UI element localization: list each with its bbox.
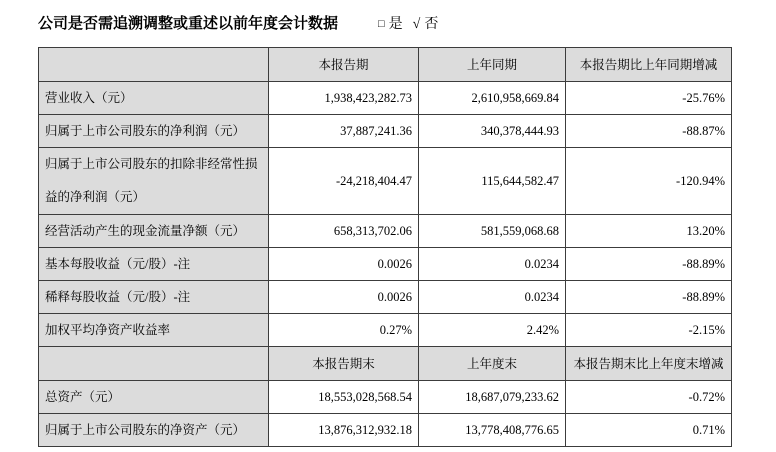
restatement-options bbox=[378, 13, 442, 33]
current-value: 18,553,028,568.54 bbox=[269, 381, 419, 414]
prior-value: 0.0234 bbox=[419, 281, 566, 314]
row-label: 经营活动产生的现金流量净额（元） bbox=[39, 215, 269, 248]
no-label: 否 bbox=[424, 17, 439, 32]
header-change: 本报告期比上年同期增减 bbox=[566, 48, 732, 82]
header-blank-cell bbox=[39, 48, 269, 82]
header-prior-year-end: 上年度末 bbox=[419, 347, 566, 381]
current-value: 0.27% bbox=[269, 314, 419, 347]
checkmark-icon: √ bbox=[412, 17, 421, 32]
header-change: 本报告期末比上年度末增减 bbox=[566, 347, 732, 381]
prior-value: 0.0234 bbox=[419, 248, 566, 281]
current-value: 658,313,702.06 bbox=[269, 215, 419, 248]
row-label: 归属于上市公司股东的净资产（元） bbox=[39, 414, 269, 447]
row-label: 归属于上市公司股东的净利润（元） bbox=[39, 115, 269, 148]
yes-checkbox-icon: □ bbox=[378, 18, 385, 30]
current-value: 13,876,312,932.18 bbox=[269, 414, 419, 447]
table-row bbox=[39, 148, 732, 215]
table-row bbox=[39, 414, 732, 447]
header-period-end: 本报告期末 bbox=[269, 347, 419, 381]
header-blank-cell bbox=[39, 347, 269, 381]
change-value: -88.89% bbox=[566, 281, 732, 314]
row-label: 营业收入（元） bbox=[39, 82, 269, 115]
current-value: 0.0026 bbox=[269, 248, 419, 281]
prior-value: 2.42% bbox=[419, 314, 566, 347]
prior-value: 18,687,079,233.62 bbox=[419, 381, 566, 414]
prior-value: 115,644,582.47 bbox=[419, 148, 566, 215]
balance-header-row bbox=[39, 347, 732, 381]
table-row bbox=[39, 82, 732, 115]
change-value: -120.94% bbox=[566, 148, 732, 215]
change-value: -88.87% bbox=[566, 115, 732, 148]
period-header-row bbox=[39, 48, 732, 82]
table-row bbox=[39, 314, 732, 347]
current-value: 0.0026 bbox=[269, 281, 419, 314]
current-value: -24,218,404.47 bbox=[269, 148, 419, 215]
prior-value: 2,610,958,669.84 bbox=[419, 82, 566, 115]
change-value: -2.15% bbox=[566, 314, 732, 347]
change-value: 13.20% bbox=[566, 215, 732, 248]
table-row bbox=[39, 381, 732, 414]
current-value: 37,887,241.36 bbox=[269, 115, 419, 148]
row-label: 稀释每股收益（元/股）-注 bbox=[39, 281, 269, 314]
row-label: 归属于上市公司股东的扣除非经常性损益的净利润（元） bbox=[39, 148, 269, 215]
table-row bbox=[39, 248, 732, 281]
table-row bbox=[39, 215, 732, 248]
header-prior-period: 上年同期 bbox=[419, 48, 566, 82]
current-value: 1,938,423,282.73 bbox=[269, 82, 419, 115]
change-value: -88.89% bbox=[566, 248, 732, 281]
row-label: 总资产（元） bbox=[39, 381, 269, 414]
yes-label: 是 bbox=[388, 17, 403, 32]
change-value: 0.71% bbox=[566, 414, 732, 447]
table-row bbox=[39, 281, 732, 314]
change-value: -0.72% bbox=[566, 381, 732, 414]
row-label: 加权平均净资产收益率 bbox=[39, 314, 269, 347]
key-financial-data-table bbox=[38, 47, 732, 447]
restatement-question: 公司是否需追溯调整或重述以前年度会计数据 bbox=[38, 16, 339, 32]
row-label: 基本每股收益（元/股）-注 bbox=[39, 248, 269, 281]
change-value: -25.76% bbox=[566, 82, 732, 115]
table-row bbox=[39, 115, 732, 148]
header-current-period: 本报告期 bbox=[269, 48, 419, 82]
prior-value: 340,378,444.93 bbox=[419, 115, 566, 148]
prior-value: 13,778,408,776.65 bbox=[419, 414, 566, 447]
prior-value: 581,559,068.68 bbox=[419, 215, 566, 248]
